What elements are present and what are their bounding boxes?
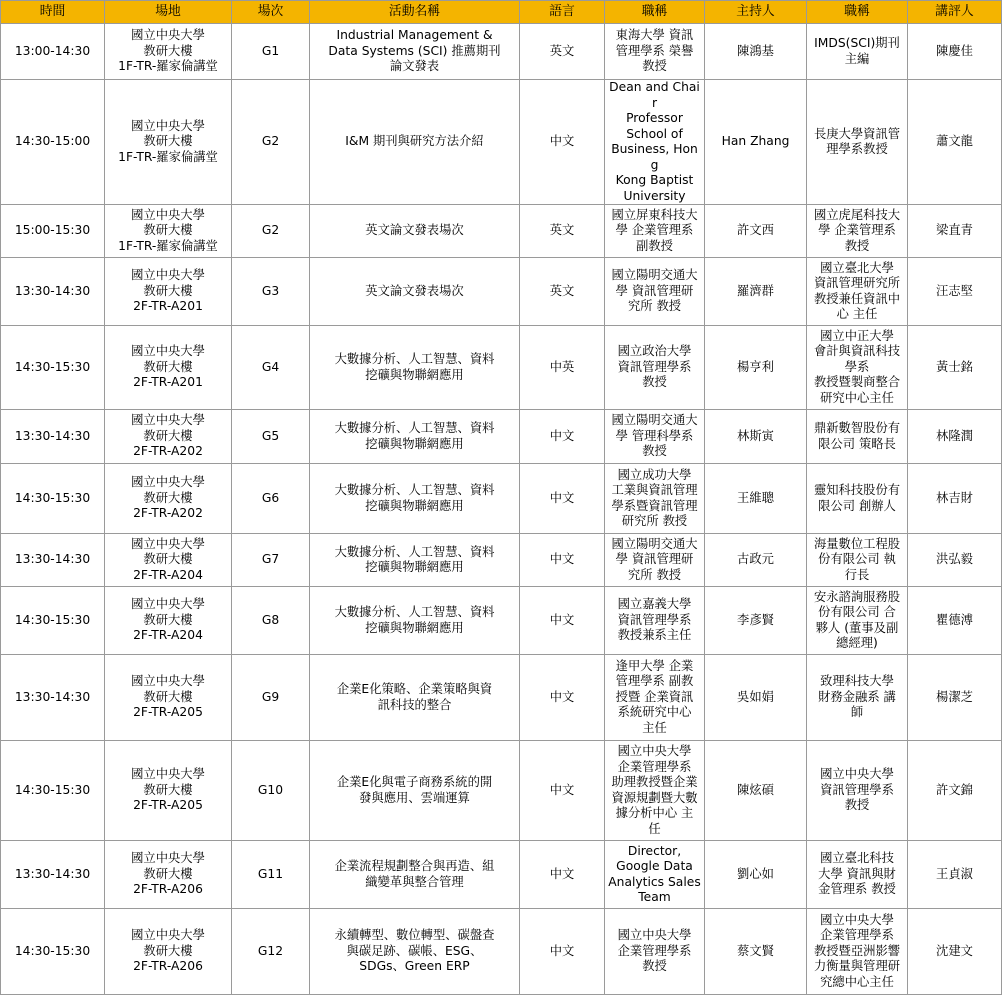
cell-line: 份有限公司 執 [818, 552, 896, 567]
cell-host-title [605, 655, 705, 741]
table-row [1, 326, 1002, 410]
cell-activity [310, 741, 520, 841]
header-time: 時間 [1, 1, 105, 24]
cell-line: 永續轉型、數位轉型、碳盤查 [334, 928, 495, 943]
cell-critic: 梁直青 [908, 205, 1002, 258]
cell-line: 教授 [844, 798, 870, 813]
cell-line: 國立陽明交通大 [611, 413, 698, 428]
cell-line: 國立成功大學 [617, 467, 692, 482]
cell-activity [310, 80, 520, 205]
cell-line: 國立中央大學 [131, 674, 205, 689]
cell-line: 國立中央大學 [131, 928, 205, 943]
cell-host: 李彥賢 [705, 587, 807, 655]
table-row [1, 410, 1002, 464]
cell-host: 陳炫碩 [705, 741, 807, 841]
cell-line: 管理學系 副教 [615, 674, 694, 689]
cell-session: G12 [232, 909, 310, 995]
cell-line: 安永諮詢服務股 [813, 589, 901, 604]
cell-line: 會計與資訊科技 [813, 344, 901, 359]
table-row [1, 80, 1002, 205]
cell-line: 國立中央大學 [131, 851, 205, 866]
cell-line: Business, Hong [611, 142, 698, 172]
cell-host: 陳鴻基 [705, 24, 807, 80]
cell-host-title [605, 534, 705, 587]
cell-line: Google Data [616, 859, 693, 873]
cell-line: 師 [850, 705, 864, 720]
cell-language: 中文 [520, 741, 605, 841]
cell-activity [310, 326, 520, 410]
cell-activity [310, 587, 520, 655]
cell-line: 主編 [844, 51, 870, 66]
cell-venue [105, 258, 232, 326]
cell-line: 國立中正大學 [820, 328, 894, 343]
cell-language: 英文 [520, 258, 605, 326]
cell-line: 1F-TR-羅家倫講堂 [118, 149, 218, 164]
cell-line: 教授暨製商整合 [813, 375, 901, 390]
cell-critic: 沈建文 [908, 909, 1002, 995]
cell-line: 金管理系 教授 [818, 882, 896, 897]
cell-host-title [605, 587, 705, 655]
cell-host-title [605, 258, 705, 326]
cell-line: 英文論文發表場次 [365, 283, 464, 298]
cell-time: 14:30-15:30 [1, 326, 105, 410]
cell-critic-title [807, 741, 908, 841]
cell-activity [310, 464, 520, 534]
cell-line: 大學 資訊與財 [818, 866, 896, 881]
cell-session: G1 [232, 24, 310, 80]
cell-line: 國立中央大學 [131, 207, 205, 222]
cell-line: 挖礦與物聯網應用 [365, 560, 464, 574]
cell-host-title [605, 909, 705, 995]
cell-venue [105, 534, 232, 587]
cell-time: 14:30-15:30 [1, 741, 105, 841]
cell-line: 國立嘉義大學 [617, 597, 692, 612]
cell-line: 國立臺北大學 [820, 260, 894, 275]
cell-line: 2F-TR-A201 [133, 375, 203, 390]
cell-line: 系統研究中心 [617, 705, 692, 720]
cell-critic: 王貞淑 [908, 841, 1002, 909]
cell-line: 織變革與整合管理 [365, 874, 464, 889]
cell-line: 資訊管理學系 [617, 612, 692, 627]
header-session: 場次 [232, 1, 310, 24]
cell-line: 訊科技的整合 [377, 697, 452, 712]
cell-critic-title [807, 24, 908, 80]
cell-language: 中文 [520, 587, 605, 655]
cell-activity [310, 24, 520, 80]
cell-line: 究所 教授 [627, 567, 682, 582]
cell-line: 挖礦與物聯網應用 [365, 498, 464, 513]
cell-language: 中文 [520, 655, 605, 741]
cell-session: G5 [232, 410, 310, 464]
cell-line: 2F-TR-A205 [133, 705, 203, 720]
cell-line: 教研大樓 [143, 43, 193, 58]
cell-language: 英文 [520, 24, 605, 80]
cell-time: 15:00-15:30 [1, 205, 105, 258]
cell-line: 國立中央大學 [131, 475, 205, 490]
cell-line: 逢甲大學 企業 [615, 658, 694, 673]
cell-line: 限公司 創辦人 [818, 498, 896, 513]
table-row [1, 534, 1002, 587]
cell-line: Director, [627, 843, 682, 858]
cell-host-title [605, 80, 705, 205]
cell-line: 國立政治大學 [617, 344, 692, 359]
cell-critic: 汪志堅 [908, 258, 1002, 326]
table-row [1, 587, 1002, 655]
cell-line: 挖礦與物聯網應用 [365, 436, 464, 451]
table-header [1, 1, 1002, 24]
cell-line: Data Systems (SCI) 推薦期刊 [328, 43, 501, 58]
cell-line: 教授兼任資訊中 [813, 291, 901, 306]
cell-line: 研究所 教授 [621, 514, 688, 528]
cell-line: 論文發表 [389, 59, 440, 74]
cell-line: 挖礦與物聯網應用 [365, 620, 464, 635]
cell-line: 研究中心主任 [820, 390, 894, 405]
cell-line: 究總中心主任 [820, 974, 894, 989]
cell-line: 限公司 策略長 [818, 436, 896, 451]
cell-venue [105, 205, 232, 258]
cell-host-title [605, 841, 705, 909]
cell-time: 14:30-15:30 [1, 587, 105, 655]
cell-line: 國立中央大學 [617, 928, 692, 943]
cell-line: 東海大學 資訊 [615, 28, 694, 43]
cell-activity [310, 841, 520, 909]
cell-session: G7 [232, 534, 310, 587]
cell-venue [105, 464, 232, 534]
cell-time: 13:00-14:30 [1, 24, 105, 80]
cell-venue [105, 326, 232, 410]
cell-time: 13:30-14:30 [1, 410, 105, 464]
cell-line: 國立中央大學 [131, 536, 205, 551]
cell-critic: 楊潔芝 [908, 655, 1002, 741]
cell-line: Professor [626, 111, 683, 125]
cell-line: 教研大樓 [143, 490, 193, 505]
cell-language: 中英 [520, 326, 605, 410]
table-row [1, 258, 1002, 326]
cell-line: Team [638, 890, 671, 904]
cell-line: 國立中央大學 [131, 28, 205, 43]
cell-line: 國立中央大學 [131, 118, 205, 133]
cell-line: Dean and Chair [609, 80, 700, 110]
cell-line: 教授 [642, 375, 667, 390]
cell-activity [310, 655, 520, 741]
table-row [1, 655, 1002, 741]
table-body [1, 24, 1002, 995]
cell-line: 學 企業管理系 [615, 223, 694, 238]
cell-line: 長庚大學資訊管 [813, 126, 901, 141]
cell-line: 教研大樓 [143, 134, 193, 149]
cell-line: 企業管理學系 [617, 943, 692, 958]
cell-line: 海量數位工程股 [813, 536, 901, 551]
cell-line: 主任 [642, 720, 667, 735]
cell-critic: 許文錦 [908, 741, 1002, 841]
cell-line: 資訊管理研究所 [813, 276, 901, 290]
cell-time: 13:30-14:30 [1, 258, 105, 326]
table-row [1, 205, 1002, 258]
cell-language: 中文 [520, 410, 605, 464]
cell-language: 中文 [520, 534, 605, 587]
cell-line: 教研大樓 [143, 552, 193, 567]
cell-host-title [605, 24, 705, 80]
cell-line: 副教授 [636, 238, 673, 253]
cell-critic-title [807, 464, 908, 534]
cell-line: 學系 [844, 359, 870, 374]
cell-line: 鼎新數智股份有 [813, 421, 901, 435]
cell-session: G11 [232, 841, 310, 909]
cell-critic-title [807, 326, 908, 410]
cell-line: 教授 [642, 444, 667, 459]
cell-line: Analytics Sales [608, 874, 701, 889]
cell-line: 助理教授暨企業 [611, 775, 698, 789]
cell-line: 國立陽明交通大 [611, 536, 698, 551]
cell-host: 古政元 [705, 534, 807, 587]
cell-line: 財務金融系 講 [818, 689, 896, 704]
cell-line: University [623, 188, 686, 203]
cell-line: 2F-TR-A201 [133, 299, 203, 314]
cell-critic: 林隆潤 [908, 410, 1002, 464]
cell-line: 國立中央大學 [131, 268, 205, 283]
cell-line: Industrial Management & [336, 28, 493, 43]
cell-line: 教研大樓 [143, 612, 193, 627]
cell-host: 劉心如 [705, 841, 807, 909]
cell-critic-title [807, 841, 908, 909]
cell-activity [310, 410, 520, 464]
cell-line: 教研大樓 [143, 689, 193, 704]
cell-host: 林斯寅 [705, 410, 807, 464]
cell-line: 大數據分析、人工智慧、資料 [334, 483, 495, 497]
table-row [1, 741, 1002, 841]
cell-venue [105, 909, 232, 995]
cell-line: 2F-TR-A202 [133, 506, 203, 521]
header-critic: 講評人 [908, 1, 1002, 24]
cell-line: 據分析中心 主 [615, 806, 694, 820]
header-activity: 活動名稱 [310, 1, 520, 24]
cell-host: 王維聰 [705, 464, 807, 534]
cell-line: 企業管理學系 [820, 928, 894, 943]
cell-line: 資源規劃暨大數 [611, 790, 698, 805]
cell-activity [310, 205, 520, 258]
cell-line: 國立屏東科技大 [611, 207, 698, 222]
cell-venue [105, 741, 232, 841]
cell-venue [105, 410, 232, 464]
cell-line: 國立中央大學 [617, 744, 692, 758]
cell-line: 2F-TR-A206 [133, 882, 203, 897]
cell-time: 13:30-14:30 [1, 841, 105, 909]
cell-line: Kong Baptist [615, 173, 694, 187]
cell-line: 國立虎尾科技大 [813, 207, 901, 222]
cell-line: 教研大樓 [143, 283, 193, 298]
cell-line: 教研大樓 [143, 359, 193, 374]
cell-line: 學系暨資訊管理 [611, 498, 698, 513]
cell-critic-title [807, 587, 908, 655]
cell-session: G6 [232, 464, 310, 534]
cell-critic-title [807, 80, 908, 205]
cell-host-title [605, 205, 705, 258]
cell-critic-title [807, 534, 908, 587]
cell-line: 1F-TR-羅家倫講堂 [118, 238, 218, 253]
header-language: 語言 [520, 1, 605, 24]
cell-host: Han Zhang [705, 80, 807, 205]
cell-host: 許文西 [705, 205, 807, 258]
cell-line: 力衡量與管理研 [813, 959, 901, 974]
cell-line: 國立中央大學 [131, 767, 205, 782]
cell-line: 國立中央大學 [131, 597, 205, 612]
cell-line: 夥人 (董事及副 [815, 620, 899, 635]
header-host: 主持人 [705, 1, 807, 24]
cell-line: 1F-TR-羅家倫講堂 [118, 59, 218, 74]
cell-line: SDGs、Green ERP [359, 959, 470, 974]
cell-line: 學 企業管理系 [818, 223, 896, 238]
cell-time: 13:30-14:30 [1, 655, 105, 741]
cell-line: 究所 教授 [627, 299, 682, 314]
cell-line: 心 主任 [836, 307, 878, 321]
cell-critic-title [807, 410, 908, 464]
cell-language: 中文 [520, 464, 605, 534]
cell-venue [105, 655, 232, 741]
cell-line: 份有限公司 合 [818, 605, 896, 619]
cell-session: G8 [232, 587, 310, 655]
cell-line: 理學系教授 [826, 142, 888, 156]
cell-line: School of [626, 126, 683, 141]
cell-language: 英文 [520, 205, 605, 258]
cell-line: I&M 期刊與研究方法介紹 [345, 134, 484, 149]
cell-line: 英文論文發表場次 [365, 223, 464, 238]
cell-line: 授暨 企業資訊 [615, 689, 694, 704]
cell-critic: 蕭文龍 [908, 80, 1002, 205]
cell-line: 資訊管理學系 [617, 359, 692, 374]
header-critic-title: 職稱 [807, 1, 908, 24]
cell-critic-title [807, 909, 908, 995]
cell-critic: 黃士銘 [908, 326, 1002, 410]
cell-line: 工業與資訊管理 [611, 483, 698, 497]
cell-critic: 洪弘毅 [908, 534, 1002, 587]
header-row [1, 1, 1002, 24]
cell-venue [105, 80, 232, 205]
cell-line: 大數據分析、人工智慧、資料 [334, 352, 495, 366]
cell-line: 教研大樓 [143, 428, 193, 443]
cell-line: 2F-TR-A204 [133, 567, 203, 582]
cell-line: 教授兼系主任 [617, 628, 692, 643]
cell-line: 學 管理科學系 [615, 428, 694, 443]
cell-line: 行長 [844, 567, 870, 582]
cell-line: 企業管理學系 [617, 759, 692, 774]
cell-host: 楊亨利 [705, 326, 807, 410]
cell-line: 學 資訊管理研 [615, 283, 694, 298]
cell-line: 挖礦與物聯網應用 [365, 367, 464, 382]
cell-line: 教授暨亞洲影響 [813, 943, 901, 958]
cell-line: 教研大樓 [143, 943, 193, 958]
table-row [1, 841, 1002, 909]
cell-venue [105, 841, 232, 909]
cell-line: 教授 [642, 959, 667, 974]
cell-line: 學 資訊管理研 [615, 552, 694, 567]
cell-line: 教授 [844, 238, 870, 253]
cell-language: 中文 [520, 80, 605, 205]
cell-line: 國立中央大學 [820, 767, 894, 782]
cell-critic-title [807, 655, 908, 741]
header-host-title: 職稱 [605, 1, 705, 24]
cell-line: 國立中央大學 [131, 344, 205, 359]
cell-line: 總經理) [836, 636, 878, 650]
cell-critic-title [807, 258, 908, 326]
cell-line: 2F-TR-A202 [133, 444, 203, 459]
cell-line: 教研大樓 [143, 866, 193, 881]
cell-line: 企業流程規劃整合與再造、組 [334, 859, 495, 873]
cell-line: 國立中央大學 [820, 912, 894, 927]
cell-venue [105, 24, 232, 80]
header-venue: 場地 [105, 1, 232, 24]
cell-session: G9 [232, 655, 310, 741]
cell-line: 企業E化策略、企業策略與資 [336, 682, 493, 696]
cell-time: 14:30-15:30 [1, 909, 105, 995]
cell-line: 發與應用、雲端運算 [359, 790, 470, 805]
cell-critic-title [807, 205, 908, 258]
cell-activity [310, 258, 520, 326]
cell-session: G2 [232, 80, 310, 205]
cell-line: 國立陽明交通大 [611, 268, 698, 283]
cell-line: 管理學系 榮譽 [615, 43, 694, 58]
cell-line: 任 [648, 821, 661, 836]
cell-language: 中文 [520, 909, 605, 995]
table-row [1, 464, 1002, 534]
cell-line: 資訊管理學系 [820, 782, 894, 797]
cell-critic: 陳慶佳 [908, 24, 1002, 80]
cell-session: G10 [232, 741, 310, 841]
cell-line: 大數據分析、人工智慧、資料 [334, 605, 495, 619]
table-row [1, 24, 1002, 80]
cell-host-title [605, 464, 705, 534]
cell-line: 致理科技大學 [820, 674, 894, 689]
cell-session: G4 [232, 326, 310, 410]
cell-session: G2 [232, 205, 310, 258]
table-row [1, 909, 1002, 995]
cell-venue [105, 587, 232, 655]
cell-time: 14:30-15:00 [1, 80, 105, 205]
cell-session: G3 [232, 258, 310, 326]
cell-line: IMDS(SCI)期刊 [814, 36, 900, 50]
cell-line: 教研大樓 [143, 223, 193, 238]
cell-line: 教研大樓 [143, 782, 193, 797]
cell-host-title [605, 326, 705, 410]
cell-time: 14:30-15:30 [1, 464, 105, 534]
cell-line: 2F-TR-A204 [133, 628, 203, 643]
cell-activity [310, 534, 520, 587]
cell-critic: 瞿德溥 [908, 587, 1002, 655]
cell-line: 2F-TR-A205 [133, 798, 203, 813]
cell-time: 13:30-14:30 [1, 534, 105, 587]
cell-line: 大數據分析、人工智慧、資料 [334, 421, 495, 435]
cell-line: 國立臺北科技 [820, 851, 894, 866]
cell-host: 蔡文賢 [705, 909, 807, 995]
cell-host-title [605, 410, 705, 464]
cell-host: 羅濟群 [705, 258, 807, 326]
cell-host-title [605, 741, 705, 841]
cell-critic: 林吉財 [908, 464, 1002, 534]
cell-line: 教授 [642, 59, 667, 74]
cell-line: 與碳足跡、碳帳、ESG、 [346, 943, 483, 958]
cell-line: 企業E化與電子商務系統的開 [336, 775, 493, 789]
cell-line: 靈知科技股份有 [813, 483, 901, 497]
cell-line: 國立中央大學 [131, 413, 205, 428]
cell-line: 大數據分析、人工智慧、資料 [334, 544, 495, 559]
cell-line: 2F-TR-A206 [133, 959, 203, 974]
cell-activity [310, 909, 520, 995]
cell-language: 中文 [520, 841, 605, 909]
cell-host: 吳如娟 [705, 655, 807, 741]
